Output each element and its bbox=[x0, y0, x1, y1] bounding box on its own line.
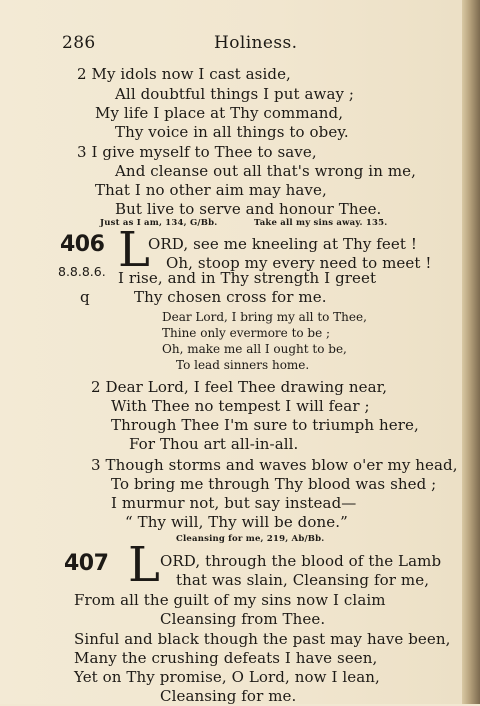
hymn-mark: q bbox=[80, 288, 90, 306]
hymn-line: From all the guilt of my sins now I claim bbox=[74, 591, 386, 609]
tune-reference: Take all my sins away. 135. bbox=[254, 218, 388, 228]
hymn-number: 407 bbox=[64, 551, 109, 576]
meter: 8.8.8.6. bbox=[58, 264, 106, 279]
hymn-line: Many the crushing defeats I have seen, bbox=[74, 649, 378, 667]
hymn-number: 406 bbox=[60, 232, 105, 257]
book-gutter bbox=[462, 0, 480, 704]
hymn-line: “ Thy will, Thy will be done.” bbox=[125, 513, 348, 531]
chorus-line: To lead sinners home. bbox=[176, 358, 310, 372]
prev-hymn-line: Thy voice in all things to obey. bbox=[115, 123, 349, 141]
hymn-line: 2 Dear Lord, I feel Thee drawing near, bbox=[91, 378, 388, 396]
tune-reference: Just as I am, 134, G/Bb. bbox=[100, 218, 218, 228]
hymn-line: that was slain, Cleansing for me, bbox=[176, 571, 430, 589]
hymn-line: With Thee no tempest I will fear ; bbox=[111, 397, 370, 415]
hymn-line: Sinful and black though the past may have been, bbox=[74, 630, 451, 648]
chorus-line: Dear Lord, I bring my all to Thee, bbox=[162, 310, 367, 324]
hymn-line: I murmur not, but say instead— bbox=[111, 494, 357, 512]
hymn-line: Cleansing from Thee. bbox=[160, 610, 326, 628]
prev-hymn-line: All doubtful things I put away ; bbox=[115, 85, 355, 103]
hymn-line: Oh, stoop my every need to meet ! bbox=[166, 254, 432, 272]
hymn-line: ORD, see me kneeling at Thy feet ! bbox=[148, 235, 418, 253]
tune-reference: Cleansing for me, 219, Ab/Bb. bbox=[176, 534, 325, 544]
chorus-line: Oh, make me all I ought to be, bbox=[162, 342, 347, 356]
prev-hymn-line: My life I place at Thy command, bbox=[95, 104, 344, 122]
drop-cap: L bbox=[128, 537, 160, 593]
hymn-line: Thy chosen cross for me. bbox=[134, 288, 327, 306]
hymn-line: 3 Though storms and waves blow o'er my head, bbox=[91, 456, 458, 474]
hymn-line: Through Thee I'm sure to triumph here, bbox=[111, 416, 419, 434]
page-title: Holiness. bbox=[214, 33, 298, 53]
prev-hymn-line: That I no other aim may have, bbox=[95, 181, 327, 199]
hymn-line: To bring me through Thy blood was shed ; bbox=[111, 475, 437, 493]
prev-hymn-line: But live to serve and honour Thee. bbox=[115, 200, 382, 218]
prev-hymn-line: 3 I give myself to Thee to save, bbox=[77, 143, 317, 161]
prev-hymn-line: And cleanse out all that's wrong in me, bbox=[115, 162, 416, 180]
hymn-line: I rise, and in Thy strength I greet bbox=[118, 269, 377, 287]
drop-cap: L bbox=[118, 222, 150, 278]
prev-hymn-line: 2 My idols now I cast aside, bbox=[77, 65, 291, 83]
hymn-line: For Thou art all-in-all. bbox=[129, 435, 299, 453]
chorus-line: Thine only evermore to be ; bbox=[162, 326, 331, 340]
page-number: 286 bbox=[62, 33, 96, 53]
hymn-line: Cleansing for me. bbox=[160, 687, 297, 705]
hymn-line: ORD, through the blood of the Lamb bbox=[160, 552, 442, 570]
hymn-line: Yet on Thy promise, O Lord, now I lean, bbox=[74, 668, 380, 686]
